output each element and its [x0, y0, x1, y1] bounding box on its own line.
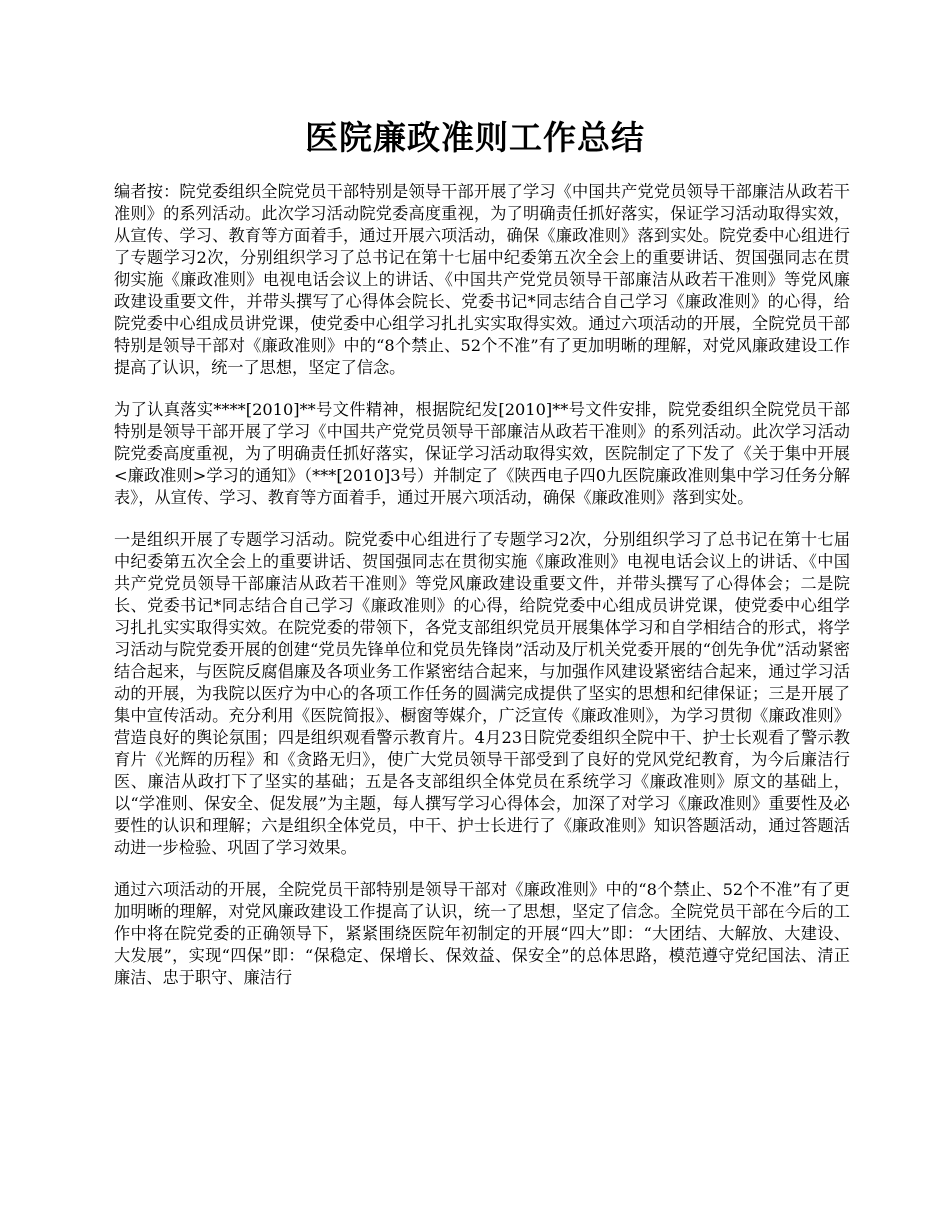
paragraph-conclusion: 通过六项活动的开展，全院党员干部特别是领导干部对《廉政准则》中的“8个禁止、52个不准”有了更加明晰的理解，对党风廉政建设工作提高了认识，统一了思想，坚定了信念。全院党员干部在今后的工作中将在院党委的正确领导下，紧紧围绕医院年初制定的开展“四大”即：“大团结、大解放、大建设、大发展”，实现“四保”即：“保稳定、保增长、保效益、保安全”的总体思路，模范遵守党纪国法、清正廉洁、忠于职守、廉洁行 — [114, 880, 850, 987]
paragraph-editor-note: 编者按：院党委组织全院党员干部特别是领导干部开展了学习《中国共产党党员领导干部廉洁从政若干准则》的系列活动。此次学习活动院党委高度重视，为了明确责任抓好落实，保证学习活动取得实效，从宣传、学习、教育等方面着手，通过开展六项活动，确保《廉政准则》落到实处。院党委中心组进行了专题学习2次，分别组织学习了总书记在第十七届中纪委第五次全会上的重要讲话、贺国强同志在贯彻实施《廉政准则》电视电话会议上的讲话、《中国共产党党员领导干部廉洁从政若干准则》等党风廉政建设重要文件，并带头撰写了心得体会院长、党委书记*同志结合自己学习《廉政准则》的心得，给院党委中心组成员讲党课，使党委中心组学习扎扎实实取得实效。通过六项活动的开展，全院党员干部特别是领导干部对《廉政准则》中的“8个禁止、52个不准”有了更加明晰的理解，对党风廉政建设工作提高了认识，统一了思想，坚定了信念。 — [114, 182, 850, 377]
document-body — [114, 181, 850, 1009]
paragraph-background: 为了认真落实****[2010]**号文件精神，根据院纪发[2010]**号文件安排，院党委组织全院党员干部特别是领导干部开展了学习《中国共产党党员领导干部廉洁从政若干准则》的系列活动。此次学习活动院党委高度重视，为了明确责任抓好落实，保证学习活动取得实效，医院制定了下发了《关于集中开展<廉政准则>学习的通知》（***[2010]3号）并制定了《陕西电子四0九医院廉政准则集中学习任务分解表》，从宣传、学习、教育等方面着手，通过开展六项活动，确保《廉政准则》落到实处。 — [114, 400, 850, 507]
page-title: 医院廉政准则工作总结 — [305, 118, 645, 157]
paragraph-six-activities: 一是组织开展了专题学习活动。院党委中心组进行了专题学习2次，分别组织学习了总书记在第十七届中纪委第五次全会上的重要讲话、贺国强同志在贯彻实施《廉政准则》电视电话会议上的讲话、《中国共产党党员领导干部廉洁从政若干准则》等党风廉政建设重要文件，并带头撰写了心得体会；二是院长、党委书记*同志结合自己学习《廉政准则》的心得，给院党委中心组成员讲党课，使党委中心组学习扎扎实实取得实效。在院党委的带领下，各党支部组织党员开展集体学习和自学相结合的形式，将学习活动与院党委开展的创建“党员先锋单位和党员先锋岗”活动及厅机关党委开展的“创先争优”活动紧密结合起来，与医院反腐倡廉及各项业务工作紧密结合起来，与加强作风建设紧密结合起来，通过学习活动的开展，为我院以医疗为中心的各项工作任务的圆满完成提供了坚实的思想和纪律保证；三是开展了集中宣传活动。充分利用《医院简报》、橱窗等媒介，广泛宣传《廉政准则》，为学习贯彻《廉政准则》营造良好的舆论氛围；四是组织观看警示教育片。4月23日院党委组织全院中干、护士长观看了警示教育片《光辉的历程》和《贪路无归》，使广大党员领导干部受到了良好的党风党纪教育，为今后廉洁行医、廉洁从政打下了坚实的基础；五是各支部组织全体党员在系统学习《廉政准则》原文的基础上，以“学准则、保安全、促发展”为主题，每人撰写学习心得体会，加深了对学习《廉政准则》重要性及必要性的认识和理解；六是组织全体党员，中干、护士长进行了《廉政准则》知识答题活动，通过答题活动进一步检验、巩固了学习效果。 — [114, 530, 850, 857]
